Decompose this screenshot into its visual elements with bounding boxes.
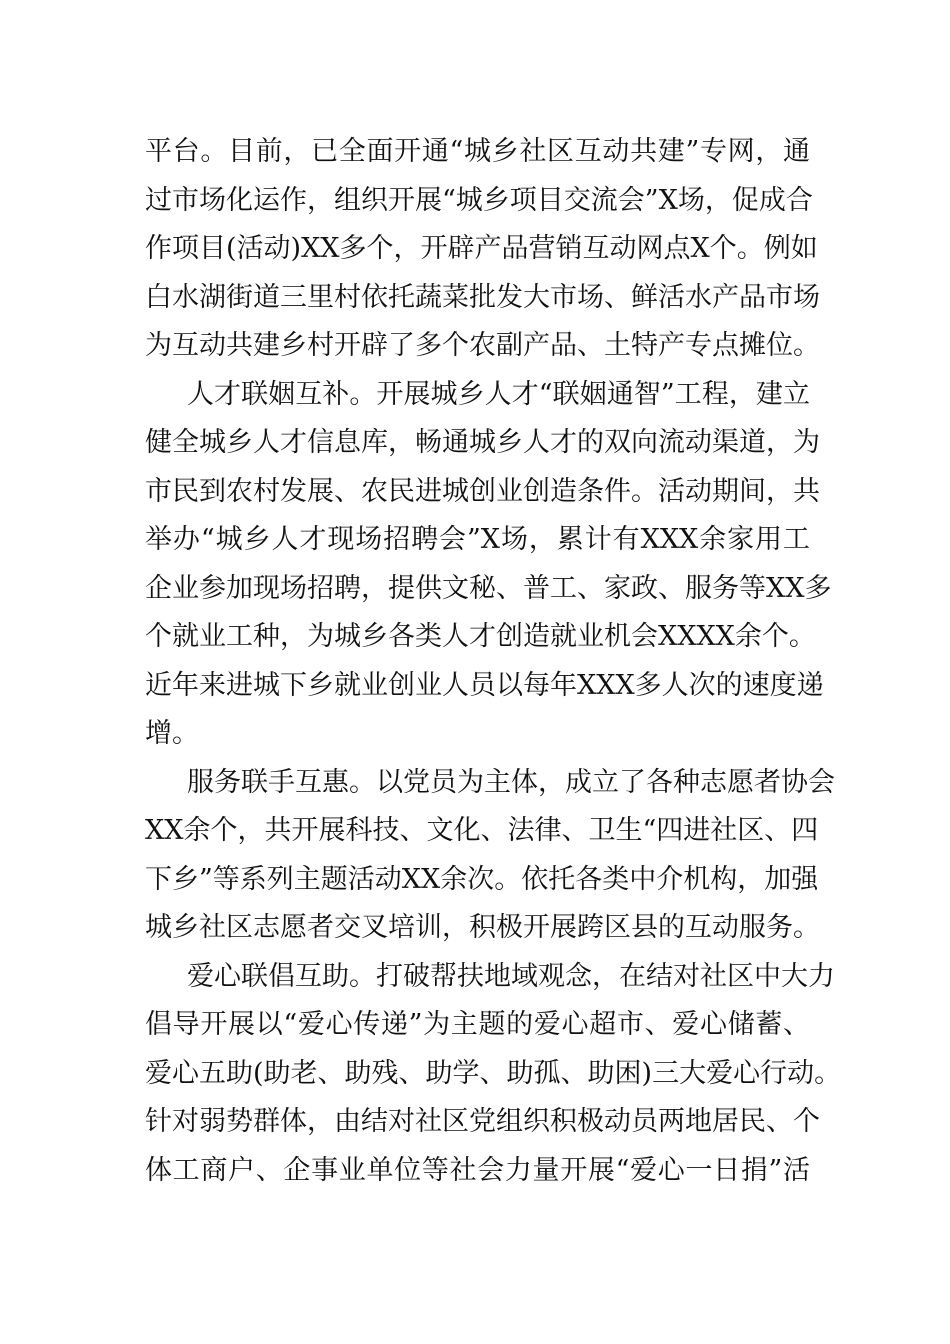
text-line: 服务联手互惠。以党员为主体，成立了各种志愿者协会 [187,766,835,798]
text-line: 白水湖街道三里村依托蔬菜批发大市场、鲜活水产品市场 [145,281,820,313]
paragraph-service [145,759,835,953]
text-line: 平台。目前，已全面开通“城乡社区互动共建”专网，通 [145,136,810,167]
paragraph-platform [145,128,820,371]
text-line: 体工商户、企事业单位等社会力量开展“爱心一日捐”活 [145,1154,810,1186]
text-line: XX余个，共开展科技、文化、法律、卫生“四进社区、四 [145,815,819,846]
text-line: 市民到农村发展、农民进城创业创造条件。活动期间，共 [145,475,820,507]
text-line: 为互动共建乡村开辟了多个农副产品、土特产专点摊位。 [145,330,820,361]
text-line: 倡导开展以“爱心传递”为主题的爱心超市、爱心储蓄、 [145,1009,810,1040]
text-line: 下乡”等系列主题活动XX余次。依托各类中介机构，加强 [145,863,819,895]
text-line: 健全城乡人才信息库，畅通城乡人才的双向流动渠道，为 [145,427,820,458]
text-line: 爱心联倡互助。打破帮扶地域观念，在结对社区中大力 [187,960,835,992]
text-line: 城乡社区志愿者交叉培训，积极开展跨区县的互动服务。 [145,912,820,943]
paragraph-talent [145,371,832,759]
text-line: 举办“城乡人才现场招聘会”X场，累计有XXX余家用工 [145,524,810,555]
text-line: 针对弱势群体，由结对社区党组织积极动员两地居民、个 [145,1106,820,1137]
text-line: 作项目(活动)XX多个，开辟产品营销互动网点X个。例如 [145,233,818,264]
text-line: 近年来进城下乡就业创业人员以每年XXX多人次的速度递 [145,669,824,701]
text-line: 人才联姻互补。开展城乡人才“联姻通智”工程，建立 [187,378,810,410]
text-line: 增。 [145,718,199,749]
text-line: 爱心五助(助老、助残、助学、助孤、助困)三大爱心行动。 [145,1057,842,1089]
text-line: 企业参加现场招聘，提供文秘、普工、家政、服务等XX多 [145,572,832,604]
document-body [145,128,842,1195]
paragraph-love [145,953,842,1196]
text-line: 过市场化运作，组织开展“城乡项目交流会”X场，促成合 [145,184,813,216]
text-line: 个就业工种，为城乡各类人才创造就业机会XXXX余个。 [145,621,816,652]
